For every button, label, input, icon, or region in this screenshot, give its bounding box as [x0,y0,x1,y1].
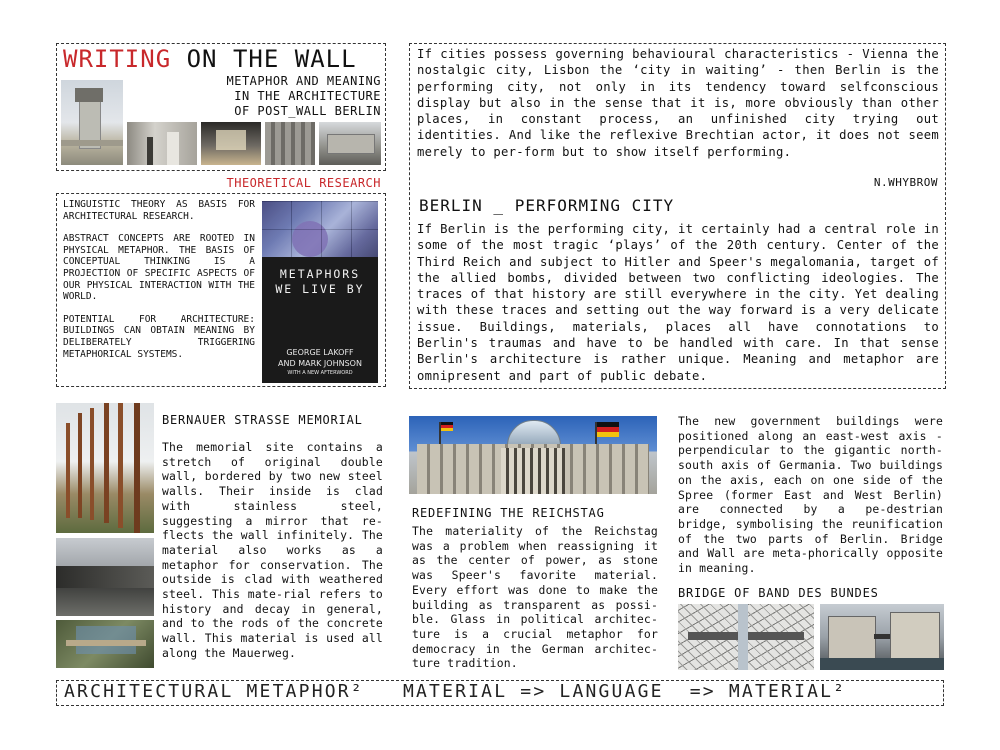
book-author-line: AND MARK JOHNSON [278,359,362,368]
memorial-rods-photo [56,403,154,533]
memorial-aerial-photo [56,620,154,668]
theory-paragraph: POTENTIAL FOR ARCHITECTURE: BUILDINGS CAN OBTAIN MEANING BY DELIBERATELY TRIGGERING METAPHORICAL SYSTEMS. [63,313,255,360]
research-label: THEORETICAL RESEARCH [226,176,381,190]
quote-text: If cities possess governing behavioural characteristics - Vienna the nostalgic city, Lisbon the ‘city in waiting’ - then Berlin is the performing city, not only in its tendency toward selfconscious display but also in the sense that it is, more obviously than other places, in constant process, an unfinished city trying out identities. And like the reflexive Brechtian actor, it does not seem merely to per-form but to show itself performing. [417,47,939,159]
book-note: WITH A NEW AFTERWORD [287,370,353,376]
subtitle-line: METAPHOR AND MEANING [226,74,381,88]
book-title-line: WE LIVE BY [275,282,365,296]
book-title [262,267,378,297]
footer-text: ARCHITECTURAL METAPHOR² MATERIAL => LANGUAGE => MATERIAL² [64,681,847,702]
subtitle [195,74,381,119]
wall-photo-3 [265,122,315,165]
title-red-word: WRITING [63,45,172,73]
book-cover [262,201,378,383]
bernauer-text: The memorial site contains a stretch of original double wall, bordered by two new steel walls. Their inside is clad with stainless steel, suggesting a mirror that re-flects the wall infinitely. The material also works as a metaphor for conservation. The outside is clad with weathered steel. This mate-rial refers to history and decay in general, and to the rods of the concrete wall. This material is used all along the Mauerweg. [162,440,383,660]
quote-author: N.WHYBROW [873,176,938,189]
reichstag-photo [409,416,657,494]
book-title-line: METAPHORS [279,267,361,281]
city-plan-photo [678,604,814,670]
title-rest: ON THE WALL [186,45,357,73]
book-author-line: GEORGE LAKOFF [286,348,354,357]
bridge-heading: BRIDGE OF BAND DES BUNDES [678,586,879,600]
book-authors [262,347,378,377]
berlin-text: If Berlin is the performing city, it certainly had a central role in some of the most tragic ‘plays’ of the 20th century. Center of the Third Reich and subject to Hitler and Speer's megalomania, target of the allied bombs, divided between two conflicting ideologies. The traces of that history are still everywhere in the city. Yet dealing with these traces and setting out the way forward is a very delicate issue. Buildings, materials, places all have connotations to Berlin's traumas and have to be handled with care. In that sense Berlin's architecture is rather unique. Meaning and metaphor are omnipresent and part of public debate. [417,222,939,383]
watchtower-photo [61,80,123,165]
wall-photo-1 [127,122,197,165]
theory-text [63,199,255,360]
reichstag-text: The materiality of the Reichstag was a problem when reassigning it as the center of power, as stone was Speer's favorite material. Every effort was done to make the building as transparent as possi-ble. Glass in political architec-ture is a crucial metaphor for democracy in the German architec-ture tradition. [412,524,658,671]
bernauer-heading: BERNAUER STRASSE MEMORIAL [162,413,363,427]
reichstag-heading: REDEFINING THE REICHSTAG [412,506,605,520]
wall-photo-4 [319,122,381,165]
berlin-heading: BERLIN _ PERFORMING CITY [419,196,675,215]
page-title [63,45,357,73]
government-text: The new government buildings were positioned along an east-west axis - perpendicular to the gigantic north-south axis of Germania. Two buildings on the axis, each on one side of the Spree (former East and West Berlin) are connected by a pe-destrian bridge, symbolising the reunification of the two parts of Berlin. Bridge and Wall are meta-phorically opposite in meaning. [678,414,943,576]
bridge-photo [820,604,944,670]
subtitle-line: IN THE ARCHITECTURE [234,89,381,103]
subtitle-line: OF POST_WALL BERLIN [234,104,381,118]
wall-photo-2 [201,122,261,165]
theory-paragraph: ABSTRACT CONCEPTS ARE ROOTED IN PHYSICAL METAPHOR. THE BASIS OF CONCEPTUAL THINKING IS A PROJECTION OF SPECIFIC ASPECTS OF OUR PHYSICAL INTERACTION WITH THE WORLD. [63,233,255,303]
theory-paragraph: LINGUISTIC THEORY AS BASIS FOR ARCHITECTURAL RESEARCH. [63,199,255,222]
memorial-wall-photo [56,538,154,616]
